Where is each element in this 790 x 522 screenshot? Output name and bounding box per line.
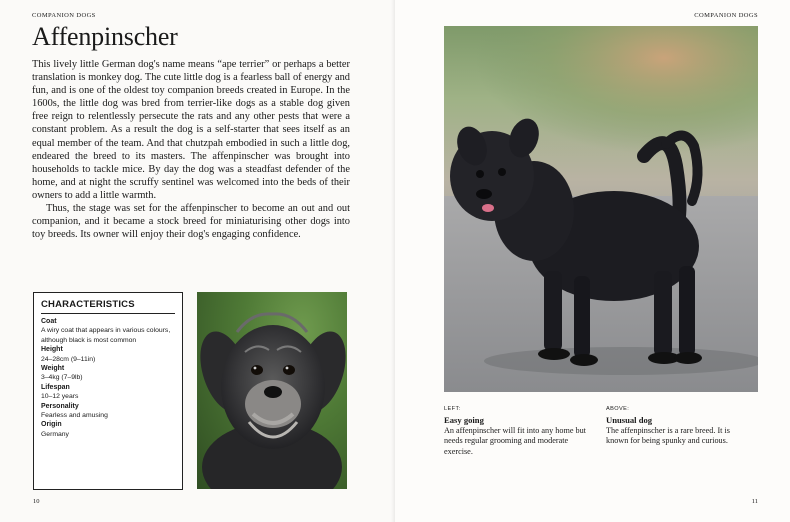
characteristic-value: 3–4kg (7–9lb) (41, 374, 83, 382)
characteristic-label: Height (41, 346, 63, 354)
running-head-right: COMPANION DOGS (694, 12, 758, 19)
caption-heading: Unusual dog (606, 414, 653, 425)
characteristic-personality (41, 402, 175, 421)
caption-text: An affenpinscher will fit into any home but needs regular grooming and moderate exercise. (444, 425, 586, 457)
characteristic-label: Personality (41, 402, 79, 410)
characteristic-value: 24–28cm (9–11in) (41, 355, 96, 363)
page-number-left: 10 (33, 498, 40, 505)
characteristic-value: A wiry coat that appears in various colours, although black is most common (41, 327, 171, 344)
standing-dog-illustration (444, 26, 758, 392)
characteristic-origin (41, 420, 175, 439)
characteristics-heading: CHARACTERISTICS (41, 299, 175, 314)
characteristic-coat (41, 317, 175, 345)
characteristic-lifespan (41, 383, 175, 402)
page-number-right: 11 (751, 498, 758, 505)
characteristic-label: Origin (41, 421, 62, 429)
characteristic-weight (41, 364, 175, 383)
dog-face-illustration (197, 292, 347, 489)
page-title: Affenpinscher (32, 22, 178, 51)
characteristic-label: Weight (41, 365, 65, 373)
characteristic-height (41, 345, 175, 364)
body-text (32, 58, 350, 241)
characteristic-label: Coat (41, 318, 57, 325)
dog-portrait-photo (197, 292, 347, 489)
caption-tag: ABOVE: (606, 406, 630, 412)
characteristic-value: Fearless and amusing (41, 412, 108, 420)
running-head-left: COMPANION DOGS (32, 12, 96, 19)
characteristic-value: 10–12 years (41, 393, 79, 401)
body-paragraph: This lively little German dog's name means “ape terrier” or perhaps a better translation is monkey dog. The cute little dog is a fearless ball of energy and fun, and is one of the oldest toy companion breeds created in Europe. In the 1600s, the little dog was bred from terrier-like dogs as a stable dog given free reign to relentlessly persecute the rats and any other pests that were a constant problem. As a result the dog is a self-starter that sees itself as an equal member of the team. And that chutzpah embodied in such a little dog, endeared the breed to its masters. The affenpinscher was brought into households to tackle mice. By day the dog was a steadfast defender of the home, and at night the scruffy sentinel was welcomed into the beds of their owners to add a little warmth. (32, 59, 350, 201)
characteristics-box (33, 292, 183, 490)
caption-tag: LEFT: (444, 406, 461, 412)
characteristic-label: Lifespan (41, 383, 70, 391)
caption-above (606, 404, 751, 447)
caption-text: The affenpinscher is a rare breed. It is known for being spunky and curious. (606, 425, 730, 446)
characteristic-value: Germany (41, 430, 69, 438)
body-paragraph: Thus, the stage was set for the affenpinscher to become an out and out companion, and it became a stock breed for miniaturising other dogs into toy breeds. Its owner will enjoy their dog's engaging confidence. (32, 203, 350, 241)
characteristics-list (41, 317, 175, 439)
dog-standing-photo (444, 26, 758, 392)
caption-heading: Easy going (444, 414, 484, 425)
caption-left (444, 404, 589, 458)
